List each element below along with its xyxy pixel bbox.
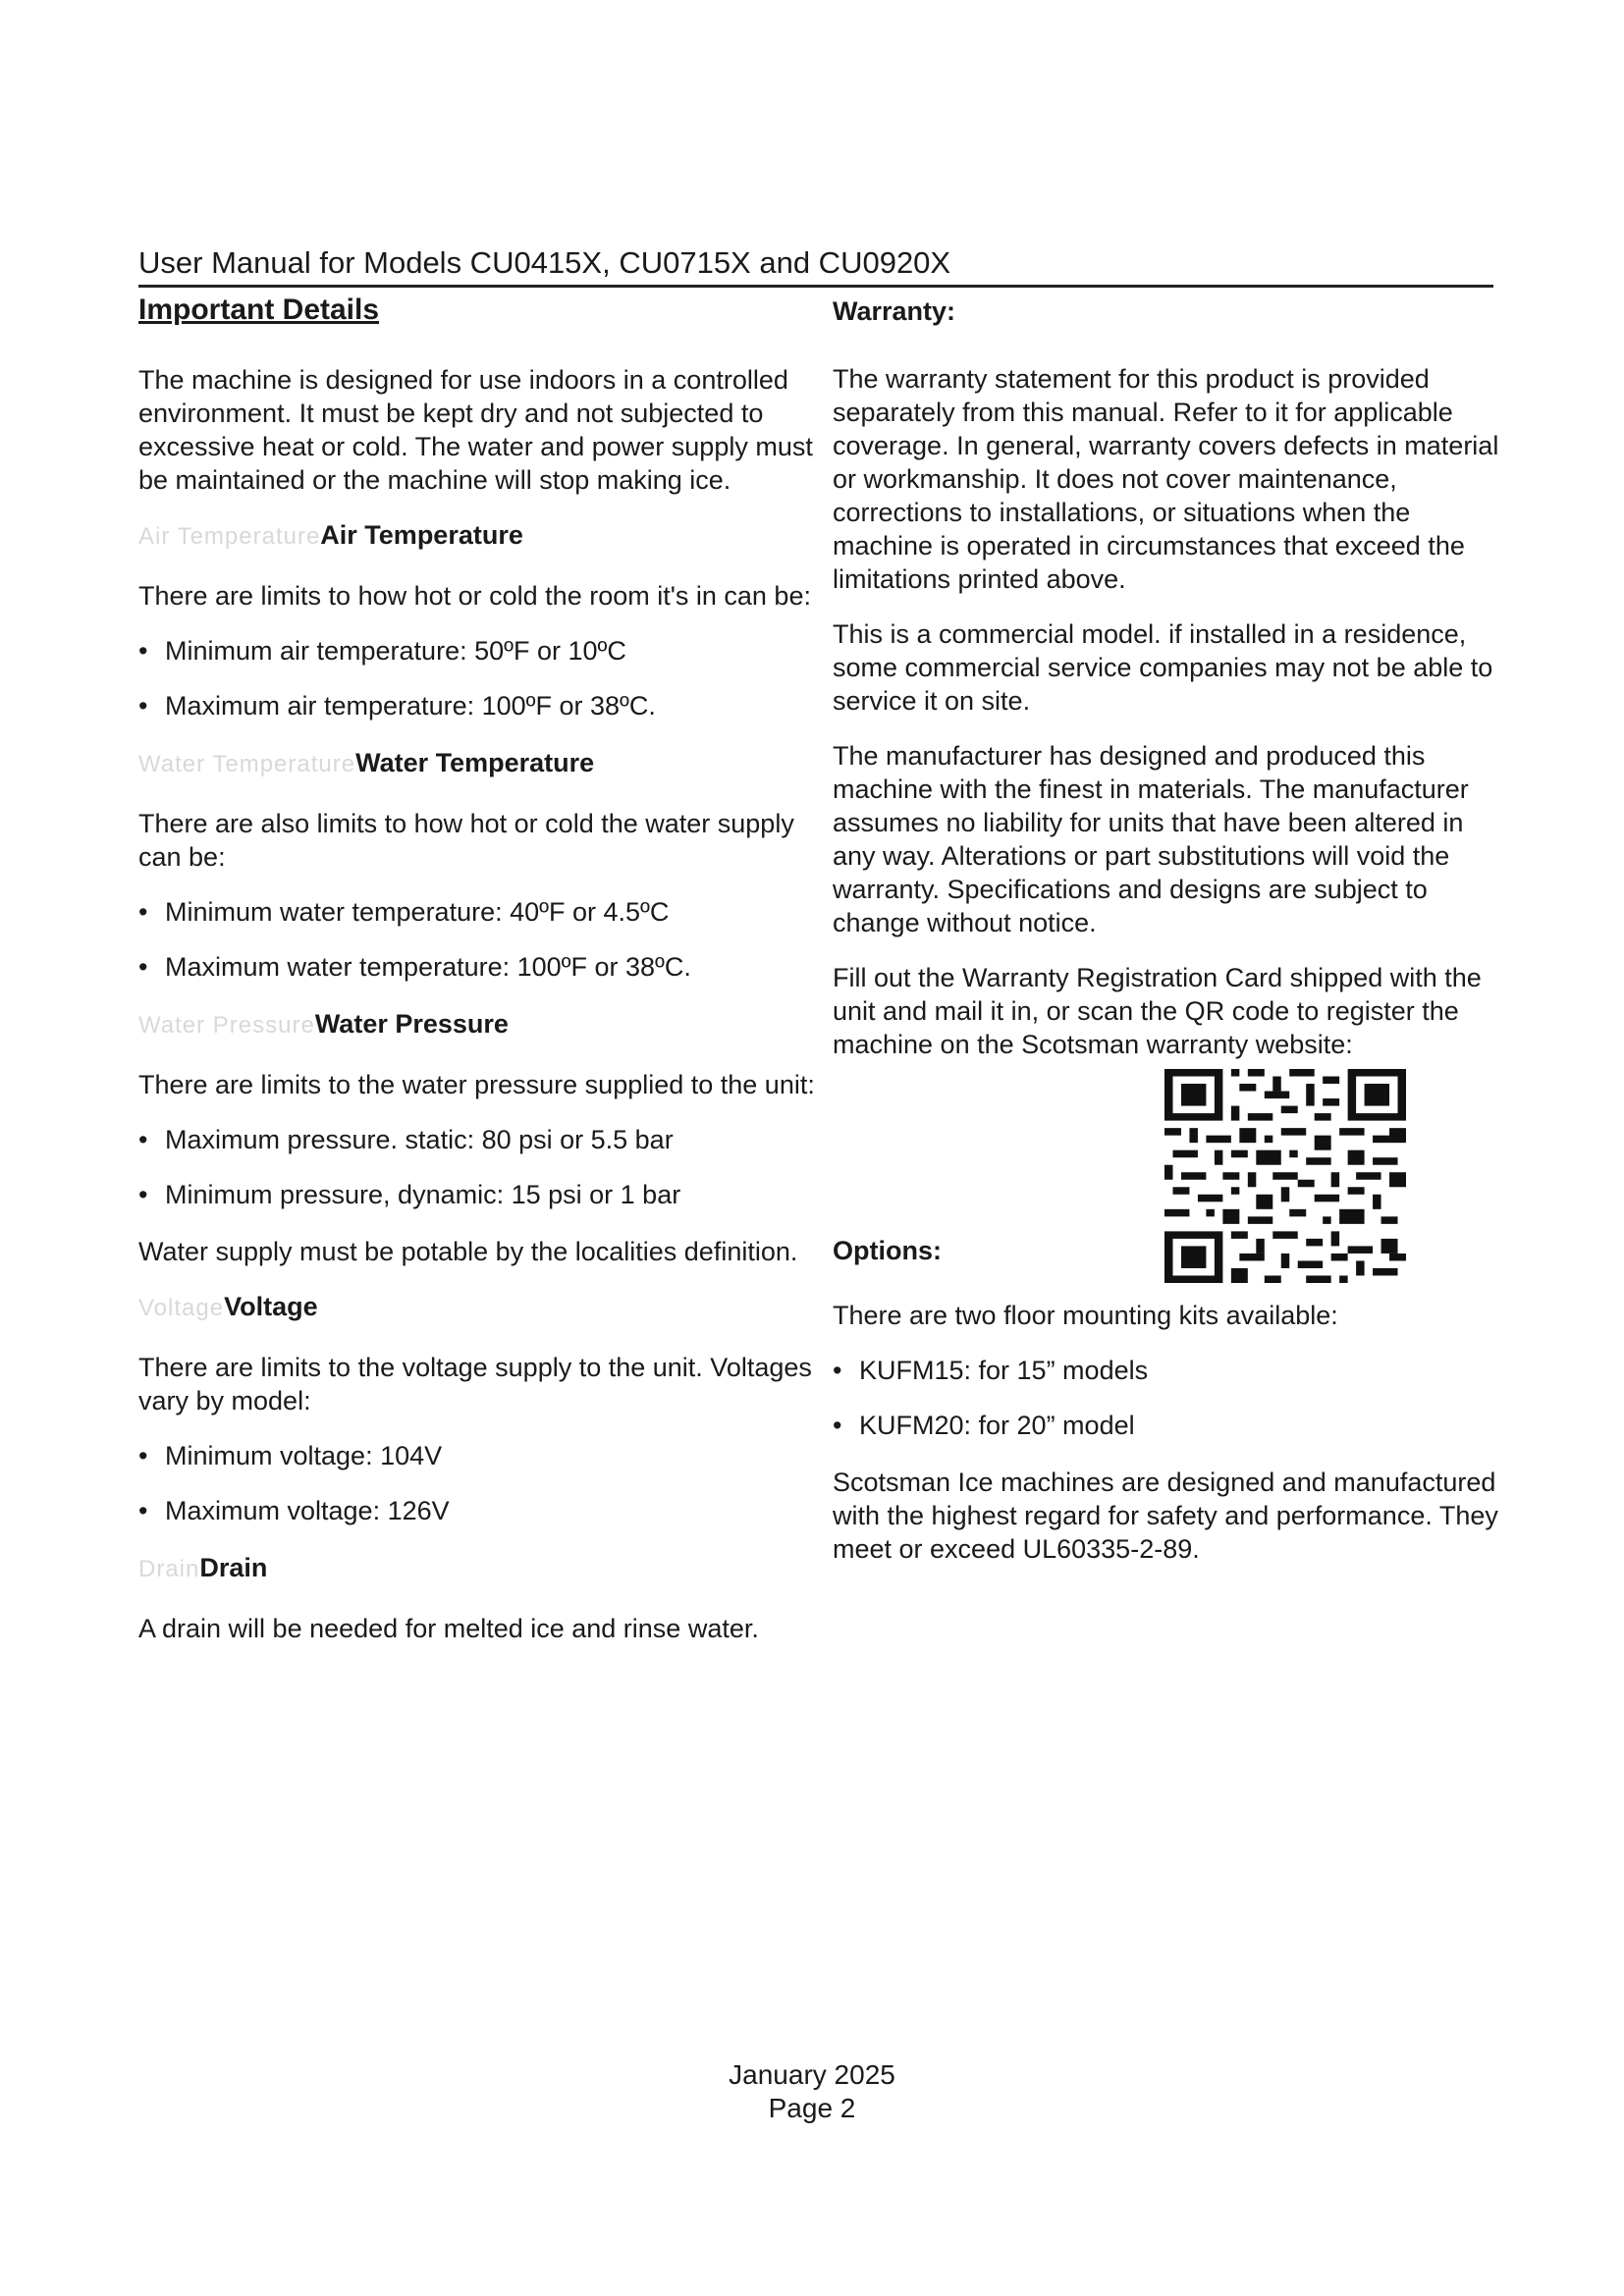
water-pressure-text: There are limits to the water pressure supplied to the unit:: [138, 1070, 815, 1099]
water-pressure-heading: [138, 1007, 816, 1042]
closing-paragraph: Scotsman Ice machines are designed and manufactured with the highest regard for safety and performance. They meet or exceed UL60335-2-89.: [833, 1468, 1498, 1564]
water-temperature-list: [138, 895, 816, 984]
list-item: • KUFM15: for 15” models: [833, 1354, 1500, 1387]
water-pressure-list: [138, 1123, 816, 1211]
voltage-text: There are limits to the voltage supply to the unit. Voltages vary by model:: [138, 1353, 812, 1415]
water-temperature-text: There are also limits to how hot or cold the water supply can be:: [138, 809, 794, 872]
manual-title: User Manual for Models CU0415X, CU0715X and CU0920X: [138, 245, 951, 280]
options-title: Options:: [833, 1236, 942, 1265]
warranty-paragraph-4: Fill out the Warranty Registration Card shipped with the unit and mail it in, or scan the QR code to register the machine on the Scotsman warranty website:: [833, 963, 1482, 1059]
list-item: • Minimum pressure, dynamic: 15 psi or 1 bar: [138, 1178, 816, 1211]
drain-title: Drain: [199, 1553, 268, 1582]
water-pressure-title: Water Pressure: [314, 1009, 509, 1039]
list-item: • Maximum water temperature: 100ºF or 38ºC.: [138, 950, 816, 984]
section-title: Important Details: [138, 294, 380, 326]
voltage-heading: [138, 1290, 816, 1325]
list-item: • Maximum air temperature: 100ºF or 38ºC.: [138, 689, 816, 722]
air-temperature-title: Air Temperature: [320, 520, 523, 550]
list-item: • Minimum water temperature: 40ºF or 4.5ºC: [138, 895, 816, 929]
drain-heading: [138, 1551, 816, 1586]
air-temperature-ghost-label: Air Temperature: [138, 523, 321, 550]
warranty-paragraph-1: The warranty statement for this product is provided separately from this manual. Refer to it for applicable coverage. In general, warranty covers defects in material or workmanship. It does not cover maintenance, corrections to installations, or situations when the machine is operated in circumstances that exceed the limitations printed above.: [833, 364, 1499, 594]
page-footer: [0, 2058, 1624, 2125]
drain-ghost-label: Drain: [138, 1556, 200, 1582]
voltage-title: Voltage: [224, 1292, 318, 1321]
voltage-list: [138, 1439, 816, 1527]
list-item: • Maximum voltage: 126V: [138, 1494, 816, 1527]
water-temperature-heading: [138, 746, 816, 781]
water-temperature-ghost-label: Water Temperature: [138, 751, 356, 777]
right-column: [833, 291, 1500, 1587]
list-item: • Minimum voltage: 104V: [138, 1439, 816, 1472]
air-temperature-list: [138, 634, 816, 722]
voltage-ghost-label: Voltage: [138, 1295, 225, 1321]
warranty-paragraph-2: This is a commercial model. if installed in a residence, some commercial service companies may not be able to service it on site.: [833, 619, 1493, 716]
footer-date: January 2025: [729, 2059, 895, 2090]
list-item: • KUFM20: for 20” model: [833, 1409, 1500, 1442]
options-list: [833, 1354, 1500, 1442]
water-pressure-ghost-label: Water Pressure: [138, 1012, 315, 1039]
list-item: • Minimum air temperature: 50ºF or 10ºC: [138, 634, 816, 667]
qr-code-icon[interactable]: [1164, 1069, 1406, 1283]
intro-paragraph: The machine is designed for use indoors in a controlled environment. It must be kept dry and not subjected to excessive heat or cold. The water and power supply must be maintained or the machine will stop making ice.: [138, 365, 813, 495]
drain-text: A drain will be needed for melted ice and rinse water.: [138, 1614, 759, 1643]
warranty-title: Warranty:: [833, 296, 956, 326]
options-text: There are two floor mounting kits available:: [833, 1301, 1338, 1330]
water-temperature-title: Water Temperature: [355, 748, 595, 777]
warranty-paragraph-3: The manufacturer has designed and produced this machine with the finest in materials. The manufacturer assumes no liability for units that have been altered in any way. Alterations or part substitutions will void the warranty. Specifications and designs are subject to change without notice.: [833, 741, 1469, 937]
air-temperature-heading: [138, 518, 816, 554]
qr-row: [833, 1069, 1500, 1283]
page-number: Page 2: [768, 2093, 856, 2123]
air-temperature-text: There are limits to how hot or cold the room it's in can be:: [138, 581, 811, 611]
left-column: [138, 291, 816, 1667]
page-header: [138, 243, 1493, 288]
list-item: • Maximum pressure. static: 80 psi or 5.5 bar: [138, 1123, 816, 1156]
water-supply-note: Water supply must be potable by the localities definition.: [138, 1237, 798, 1266]
